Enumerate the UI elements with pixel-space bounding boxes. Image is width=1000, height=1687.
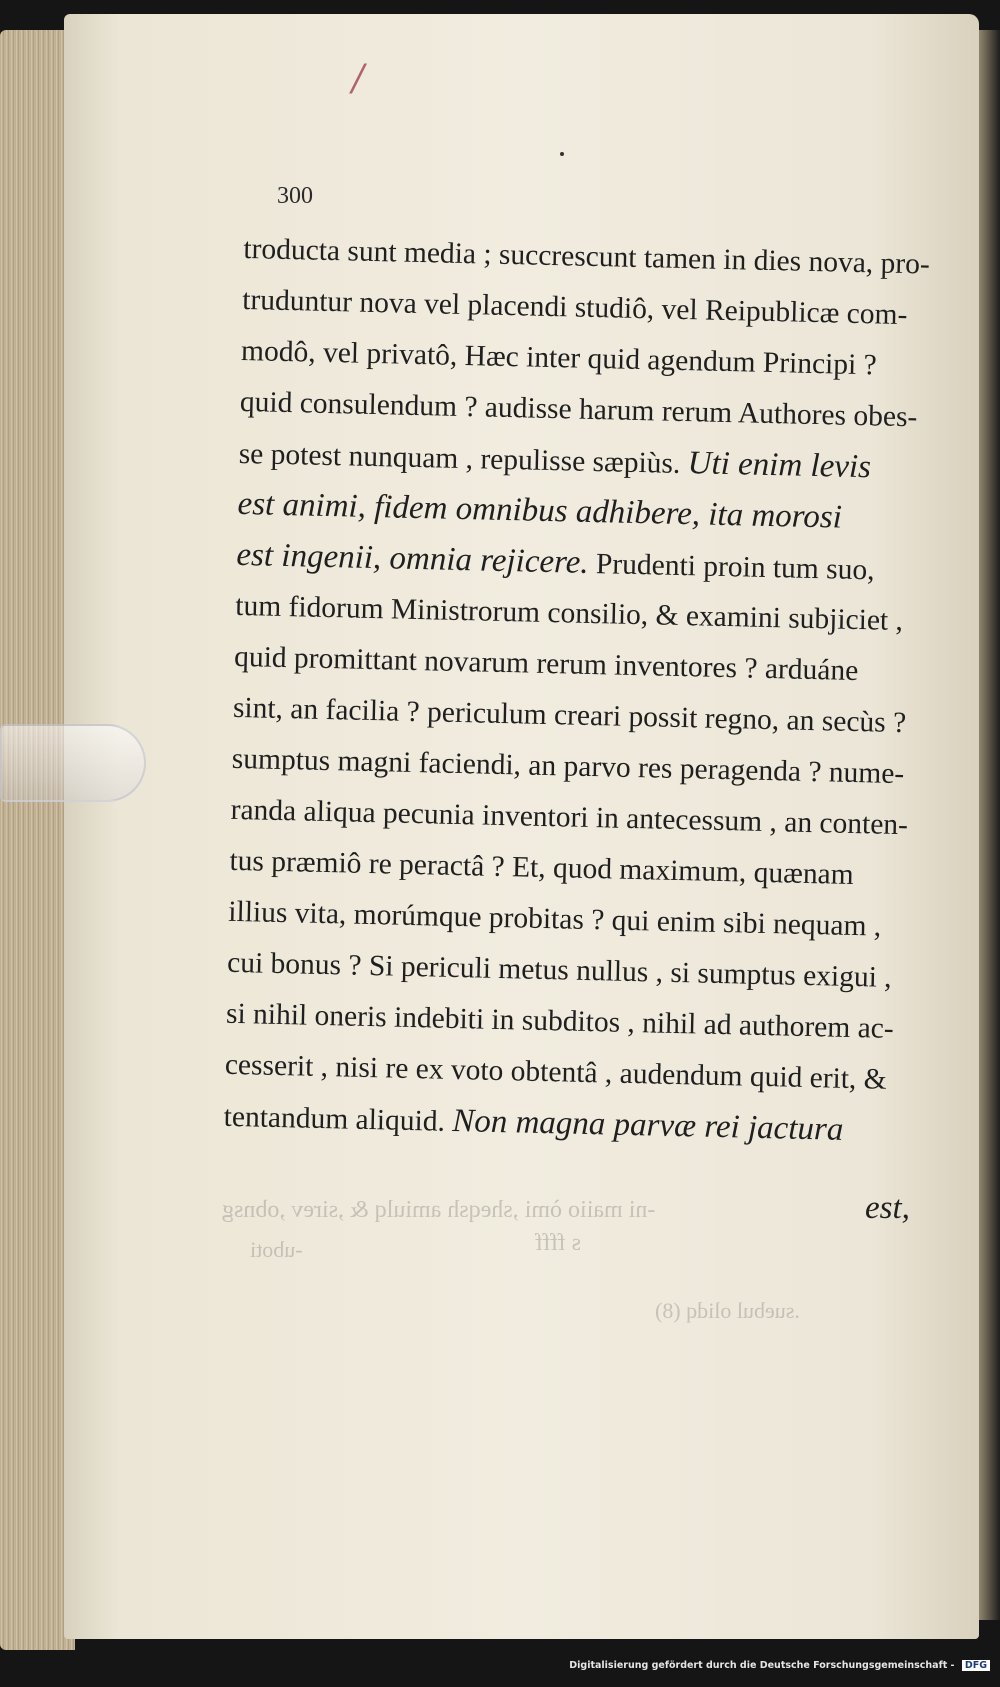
- text-segment: se potest nunquam , repulisse sæpiùs.: [238, 437, 689, 481]
- italic-segment: Uti enim levis: [687, 445, 872, 486]
- text-segment: sumptus magni faciendi, an parvo res peragenda ? nume-: [231, 742, 905, 791]
- text-segment: tum fidorum Ministrorum consilio, & examini subjiciet ,: [234, 589, 904, 638]
- text-segment: sint, an facilia ? periculum creari possit regno, an secùs ?: [232, 691, 907, 740]
- digitization-credit: [0, 1660, 1000, 1671]
- bleed-through-line-3: s ffff: [535, 1230, 582, 1256]
- text-segment: troducta sunt media ; succrescunt tamen in dies nova, pro-: [243, 232, 931, 281]
- text-segment: Prudenti proin tum suo,: [588, 547, 875, 587]
- catchword-line: est,: [865, 1190, 910, 1226]
- text-segment: randa aliqua pecunia inventori in antecessum , an conten-: [230, 793, 909, 842]
- bleed-through-line-4: .suebul olidq (8): [655, 1298, 800, 1323]
- dfg-logo: DFG: [962, 1660, 990, 1671]
- text-segment: modô, vel privatô, Hæc inter quid agendum Principi ?: [240, 334, 878, 382]
- bleed-through-line-1: -ni maiio òmi ,sheqsh amiulq & ,sirev ,obnsg: [222, 1197, 656, 1223]
- ink-dot: [560, 152, 564, 156]
- text-segment: truduntur nova vel placendi studiô, vel Reipublicæ com-: [241, 283, 908, 332]
- body-text: [223, 224, 964, 1158]
- credit-text: Digitalisierung gefördert durch die Deutsche Forschungsgemeinschaft -: [569, 1660, 955, 1671]
- italic-segment: Non magna parvæ rei jactura: [451, 1102, 844, 1148]
- text-segment: si nihil oneris indebiti in subditos , nihil ad authorem ac-: [225, 997, 895, 1045]
- italic-segment: est ingenii, omnia rejicere.: [236, 536, 590, 581]
- text-segment: cui bonus ? Si periculi metus nullus , si sumptus exigui ,: [226, 946, 892, 994]
- text-segment: illius vita, morúmque probitas ? qui enim sibi nequam ,: [228, 895, 882, 943]
- plastic-bookmark: [0, 724, 146, 802]
- page-number: 300: [277, 183, 313, 209]
- text-segment: cesserit , nisi re ex voto obtentâ , audendum quid erit, &: [224, 1048, 888, 1096]
- text-segment: quid promittant novarum rerum inventores ? arduáne: [233, 640, 859, 688]
- text-segment: tentandum aliquid.: [223, 1100, 453, 1138]
- text-segment: quid consulendum ? audisse harum rerum Authores obes-: [239, 385, 918, 434]
- italic-segment: est animi, fidem omnibus adhibere, ita morosi: [237, 485, 843, 536]
- bleed-through-line-2: -uboti: [250, 1237, 303, 1262]
- text-segment: tus præmiô re peractâ ? Et, quod maximum, quænam: [229, 844, 855, 891]
- pencil-mark: /: [352, 58, 365, 99]
